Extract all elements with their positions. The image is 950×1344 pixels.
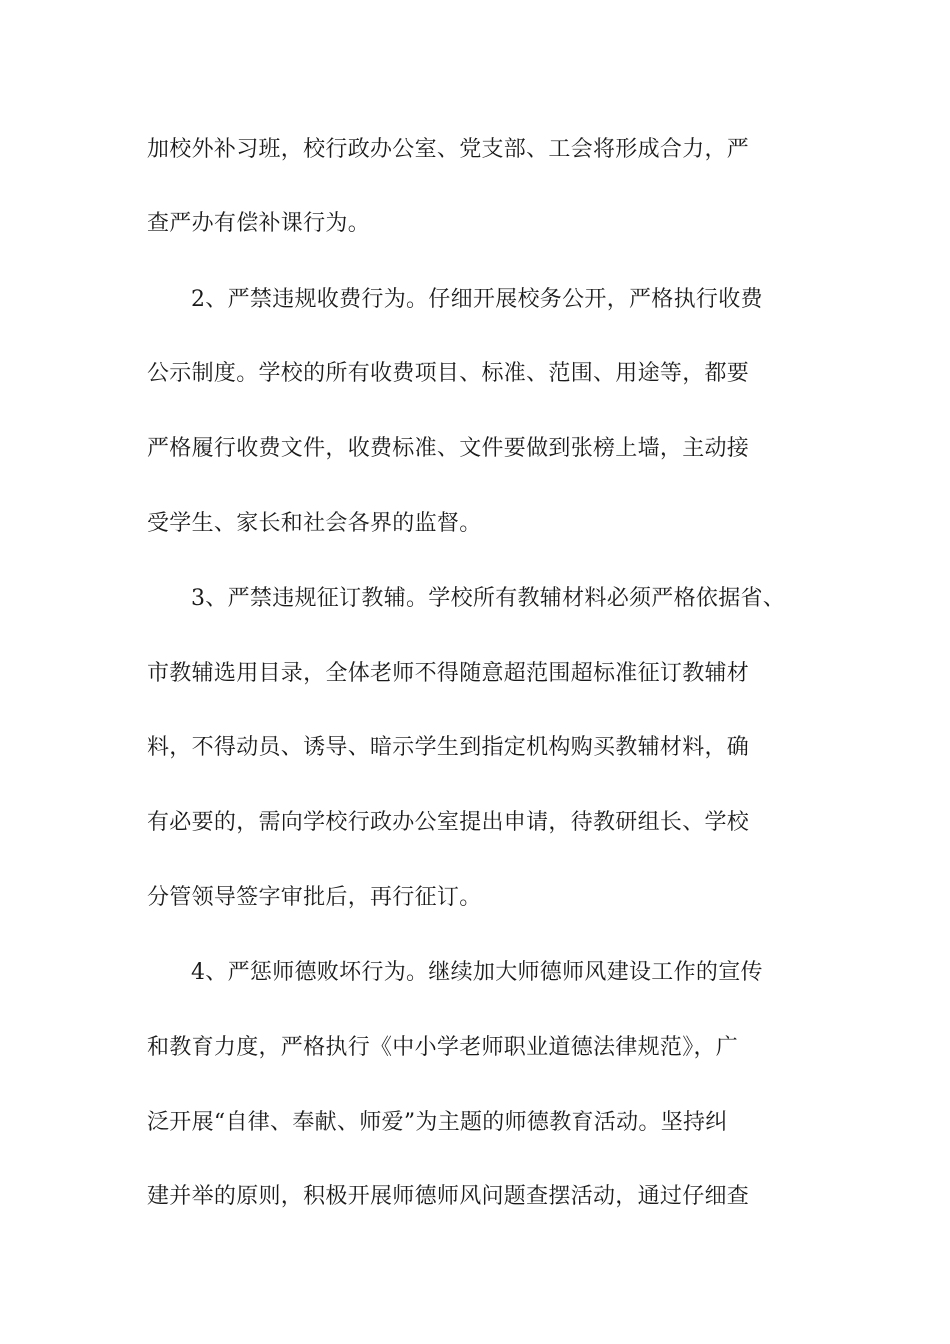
text-line: 受学生、家长和社会各界的监督。 <box>147 511 482 536</box>
text-line: 和教育力度，严格执行《中小学老师职业道德法律规范》，广 <box>147 1035 739 1060</box>
text-line: 有必要的，需向学校行政办公室提出申请，待教研组长、学校 <box>147 810 750 835</box>
text-line: 泛开展“自律、奉献、师爱”为主题的师德教育活动。坚持纠 <box>147 1110 728 1135</box>
text-line: 加校外补习班，校行政办公室、党支部、工会将形成合力，严 <box>147 137 750 162</box>
text-line: 市教辅选用目录，全体老师不得随意超范围超标准征订教辅材 <box>147 661 750 686</box>
text-line: 严格履行收费文件，收费标准、文件要做到张榜上墙，主动接 <box>147 436 750 461</box>
text-line: 料，不得动员、诱导、暗示学生到指定机构购买教辅材料，确 <box>147 735 750 760</box>
text-line: 查严办有偿补课行为。 <box>147 211 371 236</box>
paragraph-4-start: 4、严惩师德败坏行为。继续加大师德师风建设工作的宣传 <box>191 960 763 985</box>
text-line: 公示制度。学校的所有收费项目、标准、范围、用途等，都要 <box>147 361 750 386</box>
paragraph-2-start: 2、严禁违规收费行为。仔细开展校务公开，严格执行收费 <box>191 287 763 312</box>
text-line: 建并举的原则，积极开展师德师风问题查摆活动，通过仔细查 <box>147 1184 750 1209</box>
text-line: 分管领导签字审批后，再行征订。 <box>147 885 482 910</box>
paragraph-3-start: 3、严禁违规征订教辅。学校所有教辅材料必须严格依据省、 <box>191 586 786 611</box>
